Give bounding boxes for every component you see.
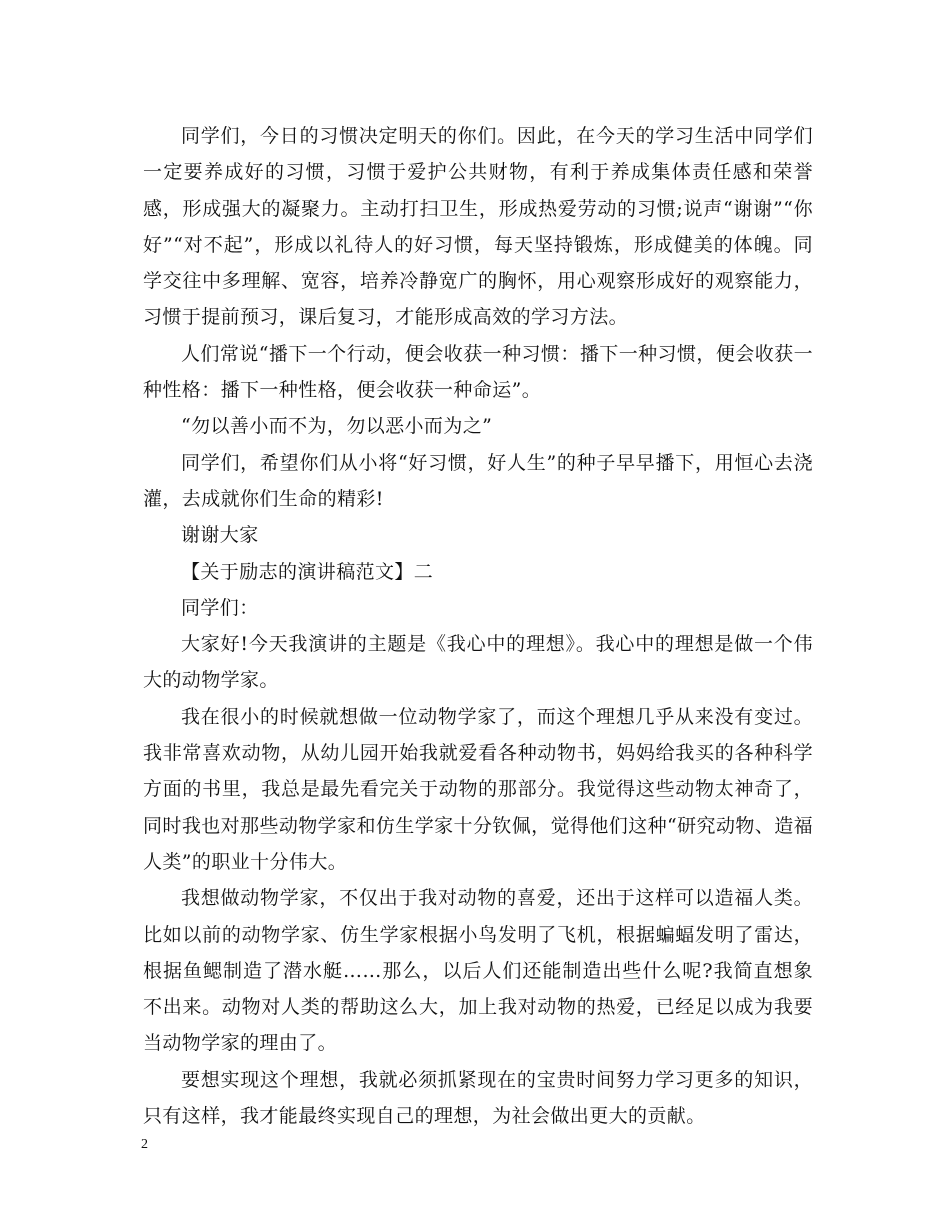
paragraph-saying: 人们常说“播下一个行动，便会收获一种习惯：播下一种习惯，便会收获一种性格：播下一种性格，便会收获一种命运”。: [143, 342, 813, 402]
section-heading: 【关于励志的演讲稿范文】二: [181, 560, 434, 583]
paragraph-greeting: 大家好!今天我演讲的主题是《我心中的理想》。我心中的理想是做一个伟大的动物学家。: [143, 633, 813, 692]
paragraph-childhood-dream: 我在很小的时候就想做一位动物学家了，而这个理想几乎从来没有变过。我非常喜欢动物，从幼儿园开始我就爱看各种动物书，妈妈给我买的各种科学方面的书里，我总是最先看完关于动物的那部分。我觉得这些动物太神奇了，同时我也对那些动物学家和仿生学家十分钦佩，觉得他们这种“研究动物、造福人类”的职业十分伟大。: [143, 705, 813, 873]
paragraph-benefit-humanity: 我想做动物学家，不仅出于我对动物的喜爱，还出于这样可以造福人类。比如以前的动物学家、仿生学家根据小鸟发明了飞机，根据蝙蝠发明了雷达，根据鱼鳃制造了潜水艇……那么，以后人们还能制造出些什么呢?我简直想象不出来。动物对人类的帮助这么大，加上我对动物的热爱，已经足以成为我要当动物学家的理由了。: [143, 887, 813, 1055]
paragraph-habits: 同学们，今日的习惯决定明天的你们。因此，在今天的学习生活中同学们一定要养成好的习惯，习惯于爱护公共财物，有利于养成集体责任感和荣誉感，形成强大的凝聚力。主动打扫卫生，形成热爱劳动的习惯;说声“谢谢”“你好”“对不起”，形成以礼待人的好习惯，每天坚持锻炼，形成健美的体魄。同学交往中多理解、宽容，培养冷静宽广的胸怀，用心观察形成好的观察能力，习惯于提前预习，课后复习，才能形成高效的学习方法。: [143, 125, 813, 329]
paragraph-salutation: 同学们：: [181, 596, 259, 619]
paragraph-conclusion: 要想实现这个理想，我就必须抓紧现在的宝贵时间努力学习更多的知识，只有这样，我才能最终实现自己的理想，为社会做出更大的贡献。: [143, 1068, 813, 1128]
paragraph-quote: “勿以善小而不为，勿以恶小而为之”: [181, 415, 493, 438]
document-body: [143, 118, 813, 1134]
paragraph-thanks: 谢谢大家: [181, 524, 259, 547]
paragraph-hope: 同学们，希望你们从小将“好习惯，好人生”的种子早早播下，用恒心去浇灌，去成就你们生命的精彩!: [143, 451, 813, 510]
page-number: 2: [141, 1137, 148, 1152]
